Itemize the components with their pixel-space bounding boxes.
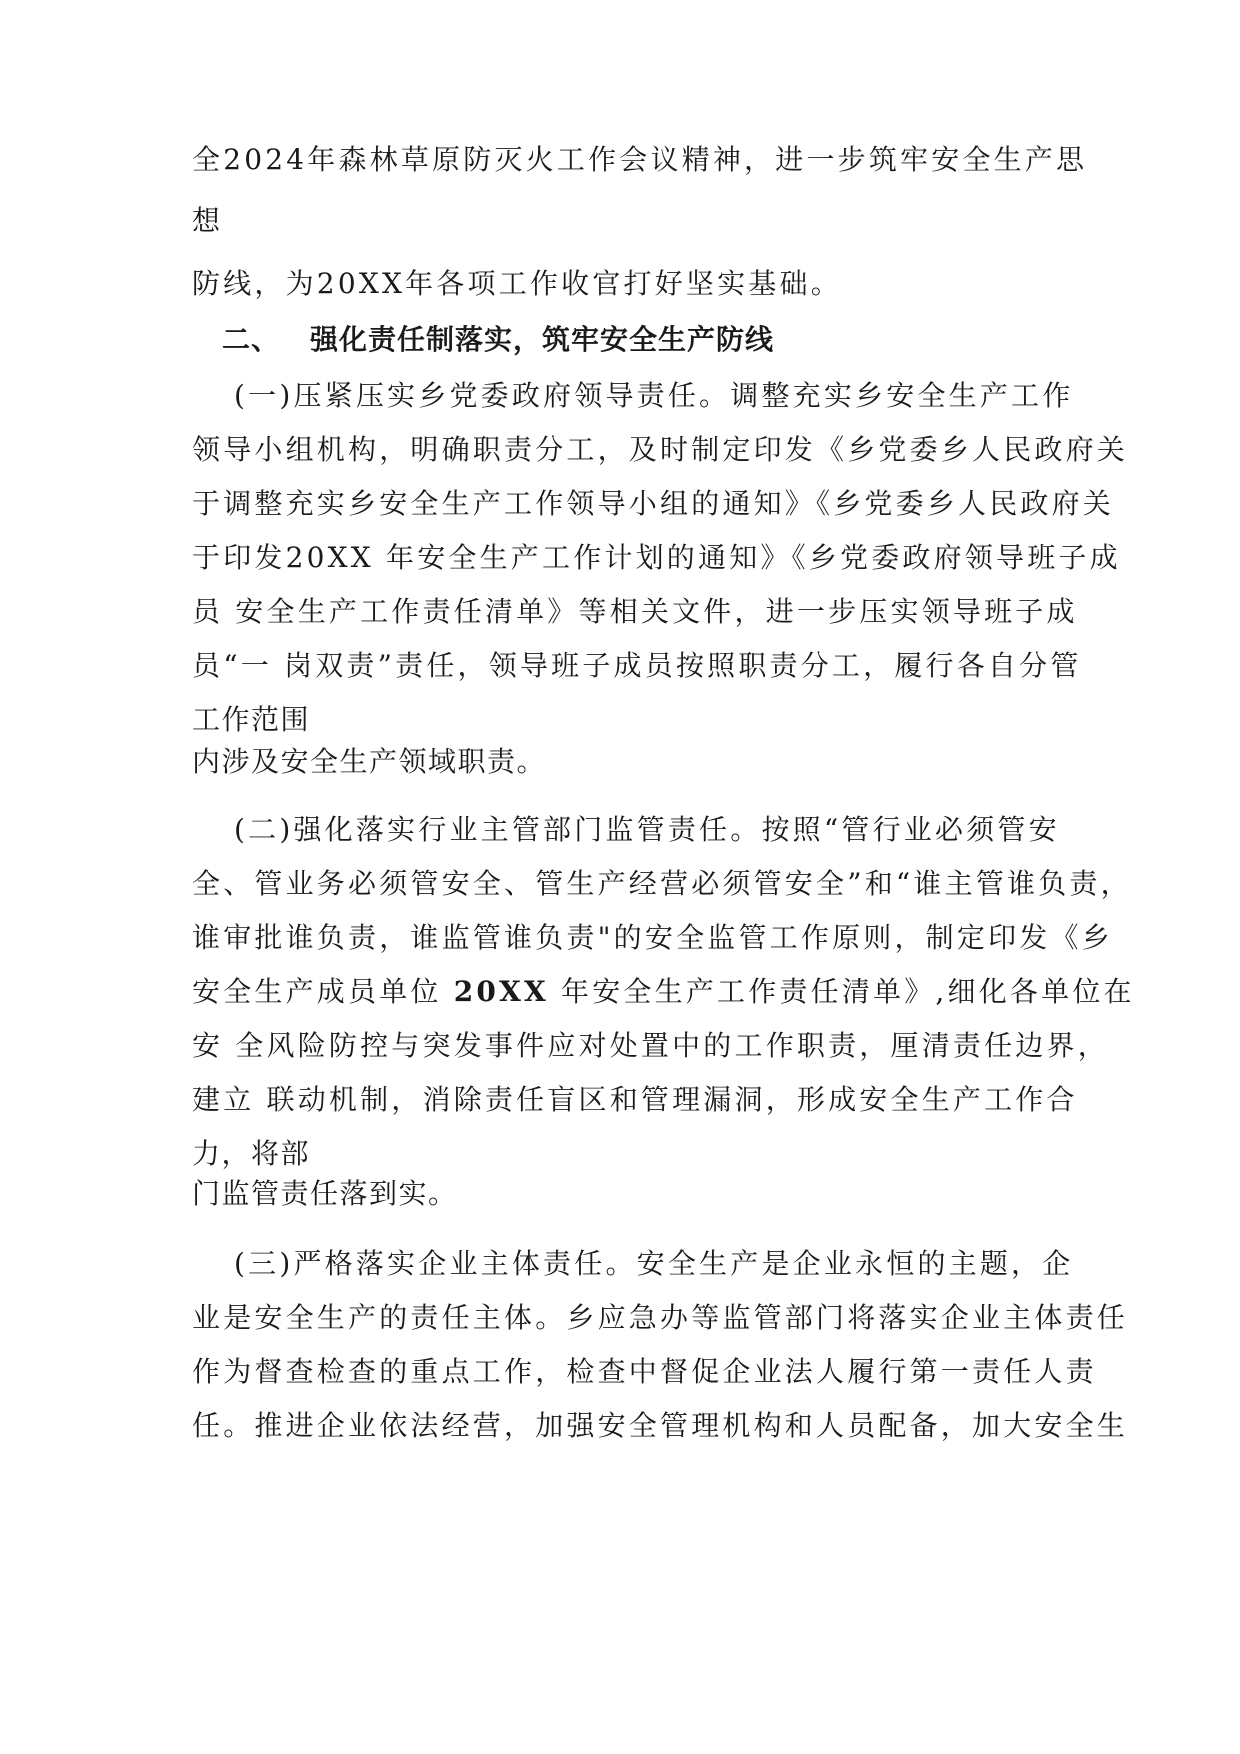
section-heading-text: 强化责任制落实，筑牢安全生产防线	[310, 323, 775, 356]
paragraph-line: 想	[192, 204, 222, 237]
paragraph-line: 力，将部	[192, 1137, 311, 1170]
paragraph-line: 员 安全生产工作责任清单》等相关文件，进一步压实领导班子成	[192, 595, 1078, 628]
paragraph-line: 作为督查检查的重点工作，检查中督促企业法人履行第一责任人责	[192, 1355, 1097, 1388]
paragraph-line: 安 全风险防控与突发事件应对处置中的工作职责，厘清责任边界，	[192, 1029, 1109, 1062]
paragraph-line: 谁审批谁负责，谁监管谁负责"的安全监管工作原则，制定印发《乡	[192, 921, 1113, 954]
paragraph-line: 业是安全生产的责任主体。乡应急办等监管部门将落实企业主体责任	[192, 1301, 1129, 1334]
paragraph-line: 于印发20XX 年安全生产工作计划的通知》《乡党委政府领导班子成	[192, 541, 1121, 574]
paragraph-line: 全2024年森林草原防灭火工作会议精神，进一步筑牢安全生产思	[192, 143, 1088, 176]
paragraph-line: 门监管责任落到实。	[192, 1177, 458, 1210]
paragraph-line: 领导小组机构，明确职责分工，及时制定印发《乡党委乡人民政府关	[192, 433, 1129, 466]
paragraph-line: 建立 联动机制，消除责任盲区和管理漏洞，形成安全生产工作合	[192, 1083, 1078, 1116]
paragraph-first-line: (一)压紧压实乡党委政府领导责任。调整充实乡安全生产工作	[234, 379, 1074, 412]
paragraph-first-line: (二)强化落实行业主管部门监管责任。按照“管行业必须管安	[234, 813, 1060, 846]
paragraph-line: 内涉及安全生产领域职责。	[192, 745, 547, 778]
paragraph-line	[192, 974, 1135, 1010]
line-text: 年安全生产工作责任清单》,细化各单位在	[548, 975, 1135, 1008]
paragraph-line: 任。推进企业依法经营，加强安全管理机构和人员配备，加大安全生	[192, 1409, 1129, 1442]
paragraph-first-line: (三)严格落实企业主体责任。安全生产是企业永恒的主题，企	[234, 1247, 1074, 1280]
section-heading	[222, 322, 774, 358]
paragraph-line: 于调整充实乡安全生产工作领导小组的通知》《乡党委乡人民政府关	[192, 487, 1115, 520]
paragraph-line: 全、管业务必须管安全、管生产经营必须管安全”和“谁主管谁负责，	[192, 867, 1132, 900]
paragraph-line: 员“一 岗双责”责任，领导班子成员按照职责分工，履行各自分管	[192, 649, 1082, 682]
line-text: 安全生产成员单位	[192, 975, 454, 1008]
paragraph-line: 工作范围	[192, 703, 311, 736]
paragraph-line: 防线，为20XX年各项工作收官打好坚实基础。	[192, 267, 842, 300]
section-heading-number: 二、	[222, 323, 281, 356]
bold-year: 20XX	[453, 975, 549, 1008]
